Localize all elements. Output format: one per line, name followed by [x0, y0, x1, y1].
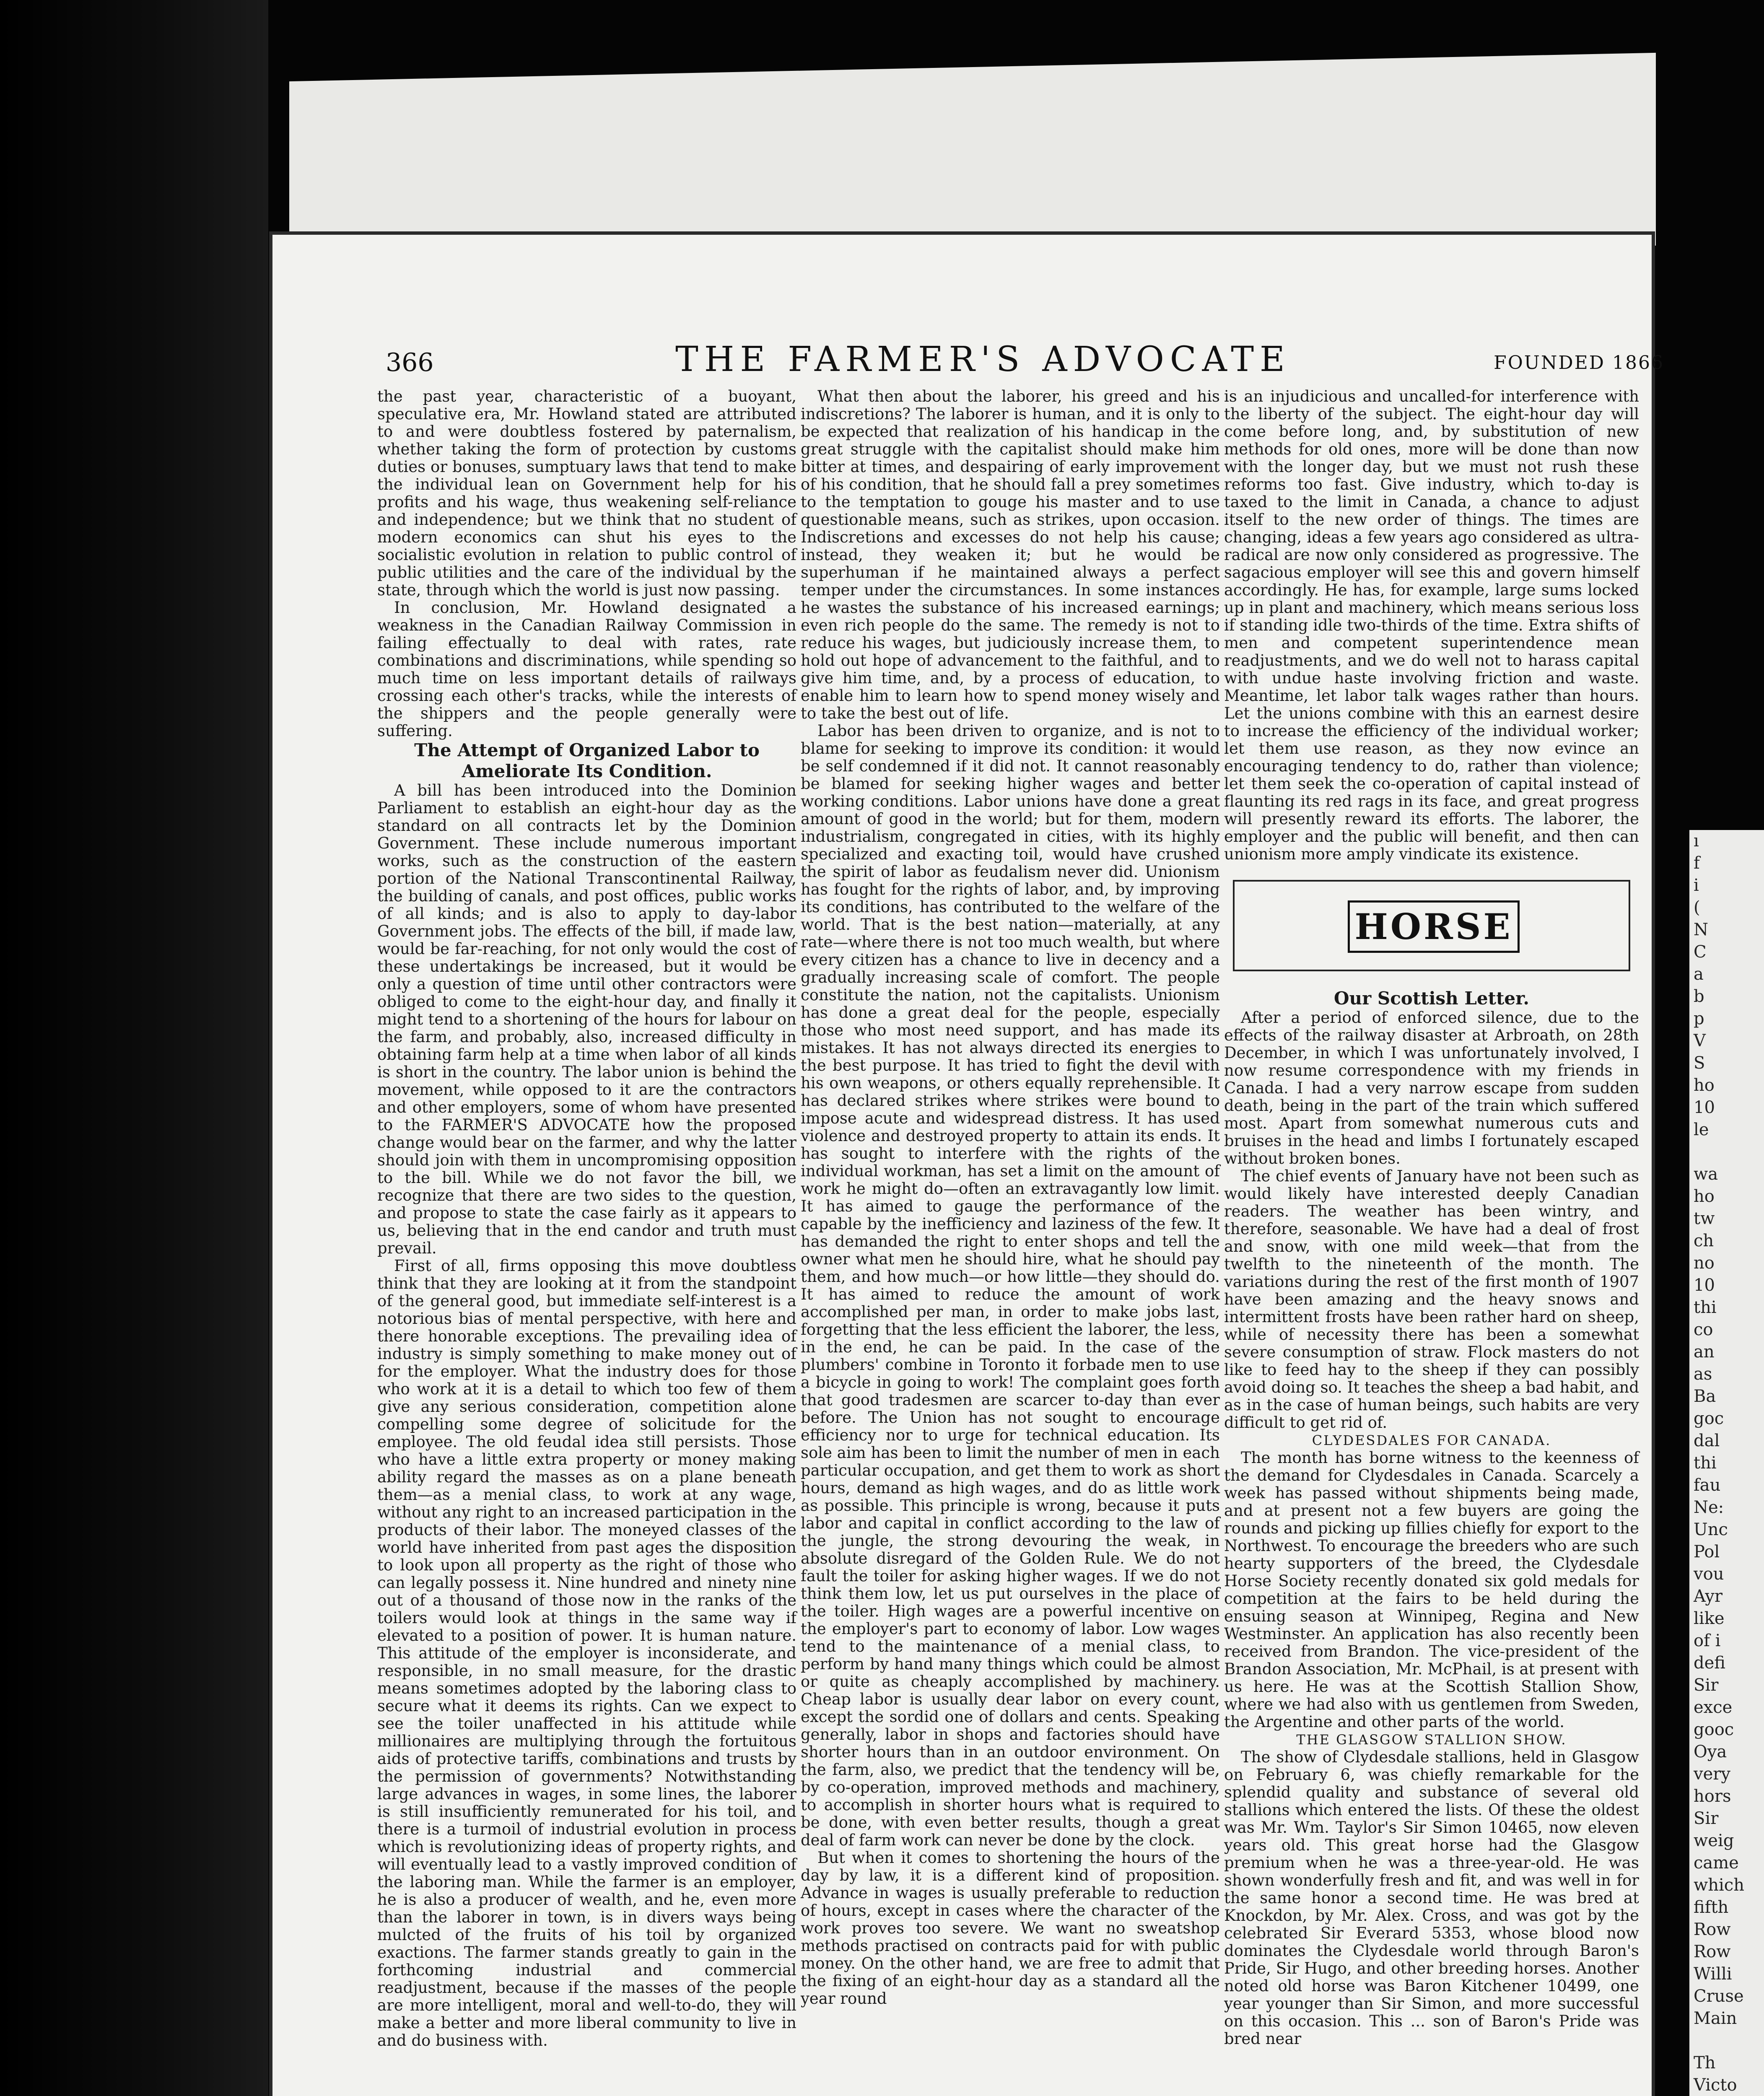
adjacent-page-fragment: fau	[1694, 1476, 1721, 1495]
adjacent-page-fragment: ch	[1694, 1231, 1714, 1250]
page-number: 366	[386, 348, 434, 377]
adjacent-page-fragment: thi	[1694, 1298, 1717, 1317]
paragraph: The month has borne witness to the keenness of the demand for Clydesdales in Canada. Scarcely a week has passed without shipments being made, and at present not a few buyers are going the rounds and picking up fillies chiefly for export to the Northwest. To encourage the breeders who are such hearty supporters of the breed, the Clydesdale Horse Society recently donated six gold medals for competition at the fairs to be held during the ensuing season at Winnipeg, Regina and New Westminster. An application has also recently been received from Brandon. The vice-president of the Brandon Association, Mr. McPhail, is at present with us here. He was at the Scottish Stallion Show, where we had also with us gentlemen from Sweden, the Argentine and other parts of the world.	[1224, 1449, 1639, 1731]
adjacent-page-fragment: Unc	[1694, 1520, 1728, 1539]
article-heading-labor: The Attempt of Organized Labor to Ameliorate Its Condition.	[414, 740, 760, 781]
page-header	[302, 340, 1664, 386]
adjacent-page-fragment: C	[1694, 942, 1707, 962]
adjacent-page-fragment: Row	[1694, 1942, 1731, 1961]
adjacent-page-fragment: a	[1694, 965, 1704, 984]
paragraph: the past year, characteristic of a buoyant, speculative era, Mr. Howland stated are attributed to and were doubtless fostered by paternalism, whether taking the form of protection by customs duties or bonuses, sumptuary laws that tend to make the individual lean on Government help for his profits and his wage, thus weakening self-reliance and independence; but we think that no student of modern economics can shut his eyes to the socialistic evolution in relation to public control of public utilities and the care of the individual by the state, through which the world is just now passing.	[377, 387, 796, 599]
adjacent-page-fragment: thi	[1694, 1453, 1717, 1473]
adjacent-page-fragment: le	[1694, 1120, 1709, 1139]
adjacent-page-fragment: Oya	[1694, 1742, 1727, 1761]
adjacent-page-fragment: Row	[1694, 1920, 1731, 1939]
adjacent-page-fragment: Sir	[1694, 1676, 1719, 1695]
adjacent-page-fragment: Th	[1694, 2053, 1716, 2073]
adjacent-page-fragment: exce	[1694, 1698, 1733, 1717]
masthead-title: THE FARMER'S ADVOCATE	[675, 340, 1291, 379]
adjacent-page-fragment: N	[1694, 920, 1708, 939]
subheading-glasgow-show: THE GLASGOW STALLION SHOW.	[1296, 1732, 1567, 1748]
adjacent-page-fragment: Victo	[1694, 2075, 1737, 2095]
founded-date: FOUNDED 1866	[1494, 352, 1664, 374]
adjacent-page-fragment: Main	[1694, 2009, 1737, 2028]
adjacent-page-fragment: like	[1694, 1609, 1725, 1628]
adjacent-page-fragment: i	[1694, 876, 1699, 895]
scan-background-left	[0, 0, 268, 2096]
adjacent-page-strip	[1689, 830, 1764, 2096]
adjacent-page-fragment: 10	[1694, 1098, 1715, 1117]
adjacent-page-fragment: p	[1694, 1009, 1704, 1028]
column-3	[1224, 388, 1639, 2048]
adjacent-page-fragment: Ayr	[1694, 1587, 1722, 1606]
paragraph: First of all, firms opposing this move doubtless think that they are looking at it from the standpoint of the general good, but immediate self-interest is a notorious bias of mental perspective, with here and there honorable exceptions. The prevailing idea of industry is simply something to make money out of for the employer. What the industry does for those who work at it is a detail to which too few of them give any serious consideration, competition alone compelling some degree of solicitude for the employee. The old feudal idea still persists. Those who have a little extra property or money making ability regard the masses as on a plane beneath them—as a menial class, to work at any wage, without any right to an increased participation in the products of their labor. The moneyed classes of the world have inherited from past ages the disposition to look upon all property as the right of those who can legally possess it. Nine hundred and ninety nine out of a thousand of those now in the ranks of the toilers would look at things in the same way if elevated to a position of power. It is human nature. This attitude of the employer is inconsiderate, and responsible, in no small measure, for the drastic means sometimes adopted by the laboring class to secure what it deems its rights. Can we expect to see the toiler unaffected in his attitude while millionaires are multiplying through the fortuitous aids of protective tariffs, combinations and trusts by the permission of governments? Notwithstanding large advances in wages, in some lines, the laborer is still insufficiently remunerated for his toil, and there is a turmoil of industrial evolution in process which is revolutionizing ideas of property rights, and will eventually lead to a vastly improved condition of the laboring man. While the farmer is an employer, he is also a producer of wealth, and he, even more than the laborer in town, is in divers ways being mulcted of the fruits of his toil by organized exactions. The farmer stands greatly to gain in the forthcoming industrial and commercial readjustment, because if the masses of the people are more intelligent, moral and well-to-do, they will make a better and more liberal community to live in and do business with.	[377, 1257, 796, 2049]
paragraph: A bill has been introduced into the Dominion Parliament to establish an eight-hour day as the standard on all contracts let by the Dominion Government. These include numerous important works, such as the construction of the eastern portion of the National Transcontinental Railway, the building of canals, and post offices, public works of all kinds; and is also to apply to day-labor Government jobs. The effects of the bill, if made law, would be far-reaching, for not only would the cost of these undertakings be increased, but it would be only a question of time until other contractors were obliged to come to the eight-hour day, and finally it might tend to a shortening of the hours for labour on the farm, and probably, also, increased difficulty in obtaining farm help at a time when labor of all kinds is short in the country. The labor union is behind the movement, while opposed to it are the contractors and other employers, some of whom have presented to the FARMER'S ADVOCATE how the proposed change would bear on the farmer, and why the latter should join with them in uncompromising opposition to the bill. While we do not favor the bill, we recognize that there are two sides to the question, and propose to state the case fairly as it appears to us, believing that in the end candor and truth must prevail.	[377, 781, 796, 1257]
adjacent-page-fragment: very	[1694, 1764, 1730, 1784]
section-banner-horse: HORSE	[1348, 900, 1520, 953]
adjacent-page-fragment: fifth	[1694, 1898, 1729, 1917]
adjacent-page-fragment: gooc	[1694, 1720, 1734, 1739]
adjacent-page-fragment: vou	[1694, 1564, 1724, 1584]
paragraph: Labor has been driven to organize, and is not to blame for seeking to improve its condition: it would be self condemned if it did not. It cannot reasonably be blamed for seeking higher wages and better working conditions. Labor unions have done a great amount of good in the world; but for them, modern industrialism, congregated in cities, with its highly specialized and exacting toil, would have crushed the spirit of labor as feudalism never did. Unionism has fought for the rights of labor, and, by improving its conditions, has contributed to the welfare of the world. That is the best nation—materially, at any rate—where there is not too much wealth, but where every citizen has a chance to live in decency and a gradually increasing scale of comfort. The people constitute the nation, not the capitalists. Unionism has done a great deal for the people, especially those who most need support, and has made its mistakes. It has not always directed its energies to the best purpose. It has tried to fight the devil with his own weapons, or others equally reprehensible. It has declared strikes where strikes were bound to impose acute and widespread distress. It has used violence and destroyed property to attain its ends. It has sought to interfere with the rights of the individual workman, has set a limit on the amount of work he might do—often an extravagantly low limit. It has aimed to gauge the performance of the capable by the inefficiency and laziness of the few. It has demanded the right to enter shops and tell the owner what men he should hire, what he should pay them, and how much—or how little—they should do. It has aimed to reduce the amount of work accomplished per man, in order to make jobs last, forgetting that the less efficient the laborer, the less, in the end, he can be paid. In the case of the plumbers' combine in Toronto it forbade men to use a bicycle in going to work! The complaint goes forth that good tradesmen are scarcer to-day than ever before. The Union has not sought to encourage efficiency nor to urge for technical education. Its sole aim has been to limit the number of men in each particular occupation, and get them to work as short hours, demand as high wages, and do as little work as possible. This principle is wrong, because it puts labor and capital in conflict according to the law of the jungle, the strong devouring the weak, in absolute disregard of the Golden Rule. We do not fault the toiler for asking higher wages. If we do not think them low, let us put ourselves in the place of the toiler. High wages are a powerful incentive on the employer's part to economy of labor. Low wages tend to the maintenance of a menial class, to perform by hand many things which could be almost or quite as cheaply accomplished by machinery. Cheap labor is usually dear labor on every count, except the sordid one of dollars and cents. Speaking generally, labor in shops and factories should have shorter hours than in an outdoor environment. On the farm, also, we predict that the tendency will be, by co-operation, improved methods and machinery, to accomplish in shorter hours what is required to be done, with even better results, though a great deal of farm work can never be done by the clock.	[801, 722, 1220, 1849]
adjacent-page-fragment: (	[1694, 898, 1700, 917]
section-banner-box	[1233, 880, 1630, 971]
paragraph: The show of Clydesdale stallions, held in Glasgow on February 6, was chiefly remarkable for the splendid quality and substance of several old stallions which entered the lists. Of these the oldest was Mr. Wm. Taylor's Sir Simon 10465, now eleven years old. This great horse had the Glasgow premium when he was a three-year-old. He was shown wonderfully fresh and fit, and was well in for the same honor a second time. He was bred at Knockdon, by Mr. Alex. Cross, and was got by the celebrated Sir Everard 5353, whose blood now dominates the Clydesdale world through Baron's Pride, Sir Hugo, and other breeding horses. Another noted old horse was Baron Kitchener 10499, one year younger than Sir Simon, and more successful on this occasion. This ... son of Baron's Pride was bred near	[1224, 1748, 1639, 2048]
article-heading-scottish-letter: Our Scottish Letter.	[1333, 988, 1530, 1009]
subheading-clydesdales: CLYDESDALES FOR CANADA.	[1312, 1432, 1551, 1448]
adjacent-page-fragment: hors	[1694, 1787, 1731, 1806]
adjacent-page-fragment	[1689, 2030, 1764, 2052]
paragraph: After a period of enforced silence, due to the effects of the railway disaster at Arbroath, on 28th December, in which I was unfortunately involved, I now resume correspondence with my friends in Canada. I had a very narrow escape from sudden death, being in the part of the train which suffered most. Apart from somewhat numerous cuts and bruises in the head and limbs I fortunately escaped without broken bones.	[1224, 1009, 1639, 1167]
paragraph: What then about the laborer, his greed and his indiscretions? The laborer is human, and it is only to be expected that realization of his handicap in the great struggle with the capitalist should make him bitter at times, and despairing of early improvement of his condition, that he should fall a prey sometimes to the temptation to gouge his master and to use questionable means, such as strikes, upon occasion. Indiscretions and excesses do not help his cause; instead, they weaken it; but he would be superhuman if he maintained always a perfect temper under the circumstances. In some instances he wastes the substance of his increased earnings; even rich people do the same. The remedy is not to reduce his wages, but judiciously increase them, to hold out hope of advancement to the faithful, and to give him time, and, by a process of education, to enable him to learn how to spend money wisely and to take the best out of life.	[801, 387, 1220, 722]
adjacent-page-fragment: Pol	[1694, 1542, 1720, 1562]
adjacent-page-fragment: ho	[1694, 1076, 1715, 1095]
adjacent-page-fragment: defi	[1694, 1653, 1725, 1673]
adjacent-page-fragment: no	[1694, 1253, 1715, 1273]
adjacent-page-fragment: of i	[1694, 1631, 1721, 1650]
adjacent-page-fragment	[1689, 1141, 1764, 1163]
adjacent-page-fragment: Ne:	[1694, 1498, 1724, 1517]
adjacent-page-fragment: Cruse	[1694, 1987, 1744, 2006]
adjacent-page-fragment: 10	[1694, 1276, 1715, 1295]
adjacent-page-fragment: came	[1694, 1853, 1739, 1873]
adjacent-page-fragment: V	[1694, 1031, 1706, 1051]
column-2	[801, 388, 1220, 2008]
paragraph: The chief events of January have not been such as would likely have interested deeply Canadian readers. The weather has been wintry, and therefore, seasonable. We have had a deal of frost and snow, with one mild week—that from the twelfth to the nineteenth of the month. The variations during the rest of the first month of 1907 have been amazing and the heavy snows and intermittent frosts have been rather hard on sheep, while of necessity there has been a somewhat severe consumption of straw. Flock masters do not like to feed hay to the sheep if they can possibly avoid doing so. It teaches the sheep a bad habit, and as in the case of human beings, such habits are very difficult to get rid of.	[1224, 1167, 1639, 1432]
adjacent-page-fragment: tw	[1694, 1209, 1715, 1228]
paragraph: In conclusion, Mr. Howland designated a weakness in the Canadian Railway Commission in failing effectually to deal with rates, rate combinations and discriminations, while spending so much time on less important details of railways crossing each other's tracks, while the interests of the shippers and the people generally were suffering.	[377, 599, 796, 740]
adjacent-page-fragment: S	[1694, 1053, 1705, 1073]
adjacent-page-fragment: b	[1694, 987, 1704, 1006]
adjacent-page-fragment: Sir	[1694, 1809, 1719, 1828]
adjacent-page-fragment: an	[1694, 1342, 1715, 1362]
column-1	[377, 388, 796, 2049]
adjacent-page-fragment: Ba	[1694, 1387, 1716, 1406]
adjacent-page-fragment: ho	[1694, 1187, 1715, 1206]
paragraph: is an injudicious and uncalled-for interference with the liberty of the subject. The eight-hour day will come before long, and, by substitution of new methods for old ones, more will be done than now with the longer day, but we must not rush these reforms too fast. Give industry, which to-day is taxed to the limit in Canada, a chance to adjust itself to the new order of things. The times are changing, ideas a few years ago considered as ultra-radical are now only considered as progressive. The sagacious employer will see this and govern himself accordingly. He has, for example, large sums locked up in plant and machinery, which means serious loss if standing idle two-thirds of the time. Extra shifts of men and competent superintendence mean readjustments, and we do well not to harass capital with undue haste involving friction and waste. Meantime, let labor talk wages rather than hours. Let the unions combine with this an earnest desire to increase the efficiency of the individual worker; let them use reason, as they now evince an encouraging tendency to do, rather than violence; let them seek the co-operation of capital instead of flaunting its red rags in its face, and great progress will presently reward its efforts. The laborer, the employer and the public will benefit, and then can unionism more amply vindicate its existence.	[1224, 387, 1639, 863]
adjacent-page-fragment: Willi	[1694, 1964, 1732, 1984]
adjacent-page-fragment: goc	[1694, 1409, 1724, 1428]
adjacent-page-fragment: f	[1694, 853, 1700, 873]
adjacent-page-fragment: dal	[1694, 1431, 1720, 1450]
adjacent-page-fragment: which	[1694, 1876, 1744, 1895]
adjacent-page-fragment: ı	[1694, 831, 1699, 851]
adjacent-page-fragment: weig	[1694, 1831, 1734, 1850]
paragraph: But when it comes to shortening the hours of the day by law, it is a different kind of proposition. Advance in wages is usually preferable to reduction of hours, except in cases where the character of the work proves too severe. We want no sweatshop methods practised on contracts paid for with public money. On the other hand, we are free to admit that the fixing of an eight-hour day as a standard all the year round	[801, 1849, 1220, 2008]
adjacent-page-fragment: as	[1694, 1364, 1712, 1384]
adjacent-page-fragment: wa	[1694, 1165, 1718, 1184]
adjacent-page-fragment: co	[1694, 1320, 1713, 1339]
